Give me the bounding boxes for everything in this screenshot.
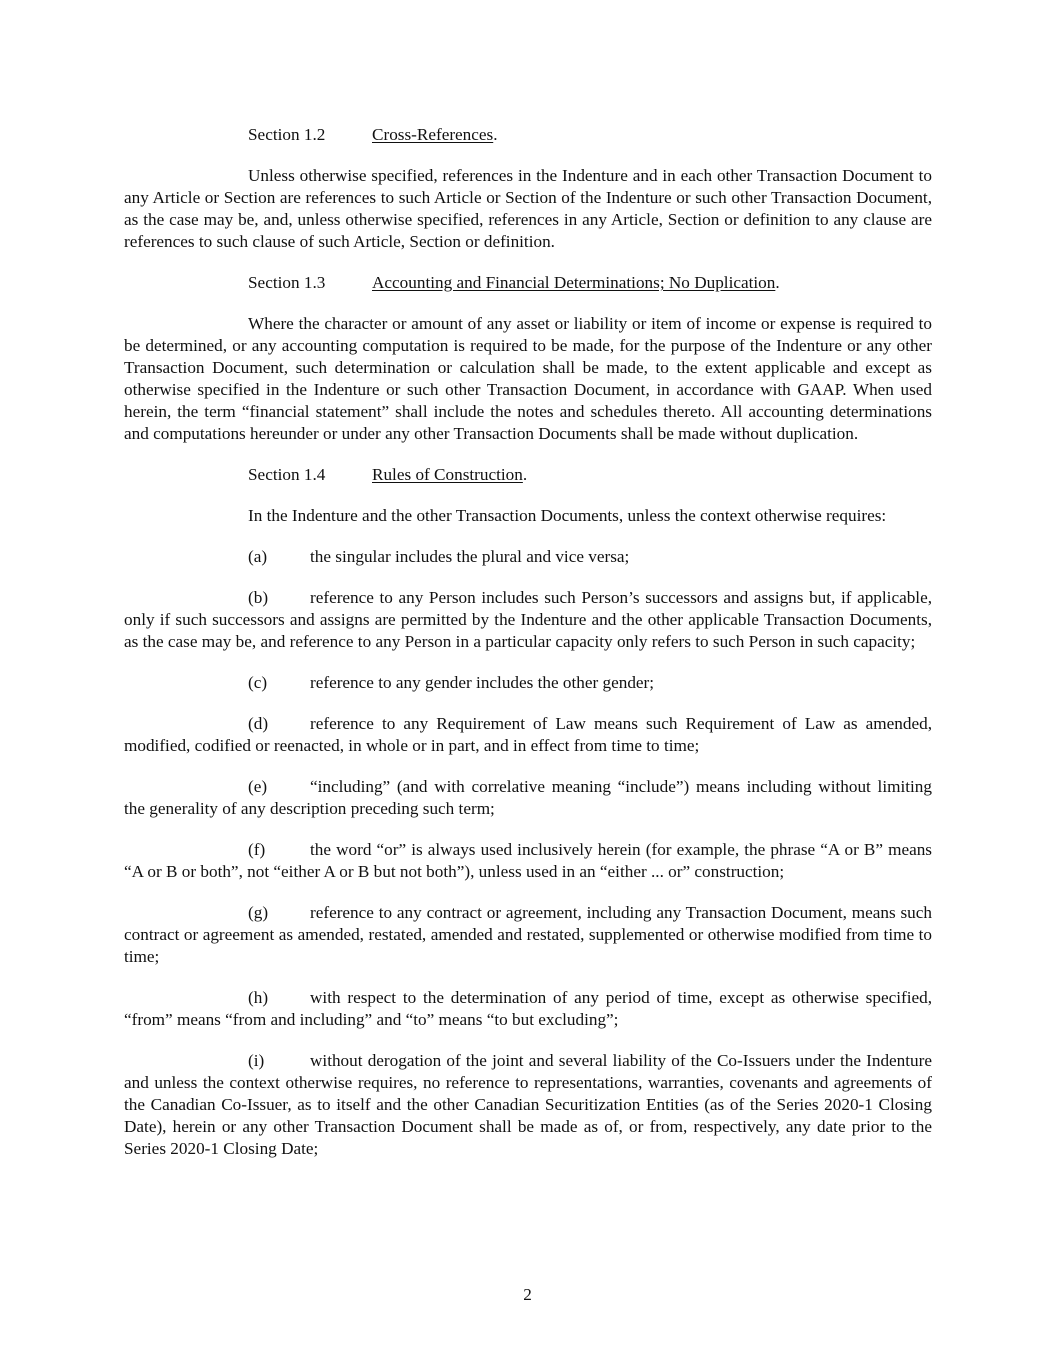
- clause-label: (f): [248, 840, 266, 859]
- clause-c: [124, 672, 932, 694]
- clause-text: reference to any Person includes such Person’s successors and assigns but, if applicable, only if such successors and assigns are permitted by the Indenture and the other applicable Transaction Documents, as the case may be, and reference to any Person in a particular capacity only refers to such Person in such capacity;: [124, 588, 932, 651]
- clause-text: with respect to the determination of any period of time, except as otherwise specified, “from” means “from and including” and “to” means “to but excluding”;: [124, 988, 932, 1029]
- clause-label: (h): [248, 988, 269, 1007]
- section-title-punct: .: [775, 273, 780, 292]
- section-title: Accounting and Financial Determinations; No Duplication: [372, 273, 776, 292]
- clause-text: reference to any gender includes the other gender;: [310, 673, 655, 692]
- clause-label: (a): [248, 547, 268, 566]
- page-number: 2: [523, 1285, 532, 1304]
- section-1-2-heading: [124, 124, 932, 146]
- section-title: Cross-References: [372, 125, 494, 144]
- section-1-3-body: Where the character or amount of any asset or liability or item of income or expense is required to be determined, or any accounting computation is required to be made, for the purpose of the Indenture or any other Transaction Document, such determination or calculation shall be made, to the extent applicable and except as otherwise specified in the Indenture or such other Transaction Document, in accordance with GAAP. When used herein, the term “financial statement” shall include the notes and schedules thereto. All accounting determinations and computations hereunder or under any other Transaction Documents shall be made without duplication.: [124, 314, 932, 443]
- section-1-3-heading: [124, 272, 932, 294]
- clause-label: (b): [248, 588, 269, 607]
- clause-text: “including” (and with correlative meaning “include”) means including without limiting the generality of any description preceding such term;: [124, 777, 932, 818]
- section-number: Section 1.2: [248, 125, 326, 144]
- section-number: Section 1.4: [248, 465, 326, 484]
- section-title: Rules of Construction: [372, 465, 523, 484]
- section-1-4-heading: [124, 464, 932, 486]
- clause-text: the singular includes the plural and vice versa;: [310, 547, 630, 566]
- clause-h: [124, 987, 932, 1031]
- clause-label: (g): [248, 903, 269, 922]
- clause-text: reference to any Requirement of Law means such Requirement of Law as amended, modified, codified or reenacted, in whole or in part, and in effect from time to time;: [124, 714, 932, 755]
- clause-i: [124, 1050, 932, 1160]
- clause-e: [124, 776, 932, 820]
- clause-b: [124, 587, 932, 653]
- section-number: Section 1.3: [248, 273, 326, 292]
- section-title-punct: .: [522, 465, 528, 484]
- clause-text: without derogation of the joint and several liability of the Co-Issuers under the Indenture and unless the context otherwise requires, no reference to representations, warranties, covenants and agreements of the Canadian Co-Issuer, as to itself and the other Canadian Securitization Entities (as of the Series 2020-1 Closing Date), herein or any other Transaction Document shall be made as of, or from, respectively, any date prior to the Series 2020-1 Closing Date;: [124, 1051, 932, 1158]
- clause-text: the word “or” is always used inclusively herein (for example, the phrase “A or B” means “A or B or both”, not “either A or B but not both”), unless used in an “either ... or” construction;: [124, 840, 932, 881]
- clause-g: [124, 902, 932, 968]
- section-1-4-body: In the Indenture and the other Transaction Documents, unless the context otherwise requires:: [248, 506, 887, 525]
- page-content: [124, 124, 932, 1179]
- clause-label: (e): [248, 777, 268, 796]
- clause-label: (d): [248, 714, 269, 733]
- clause-text: reference to any contract or agreement, including any Transaction Document, means such contract or agreement as amended, restated, amended and restated, supplemented or otherwise modified from time to time;: [124, 903, 932, 966]
- section-title-punct: .: [493, 125, 498, 144]
- clause-f: [124, 839, 932, 883]
- clause-label: (c): [248, 673, 268, 692]
- clause-label: (i): [248, 1051, 265, 1070]
- clause-d: [124, 713, 932, 757]
- section-1-2-body: Unless otherwise specified, references in the Indenture and in each other Transaction Document to any Article or Section are references to such Article or Section of the Indenture or such other Transaction Document, as the case may be, and, unless otherwise specified, references in any Article, Section or definition to any clause are references to such clause of such Article, Section or definition.: [124, 166, 932, 251]
- clause-a: [124, 546, 932, 568]
